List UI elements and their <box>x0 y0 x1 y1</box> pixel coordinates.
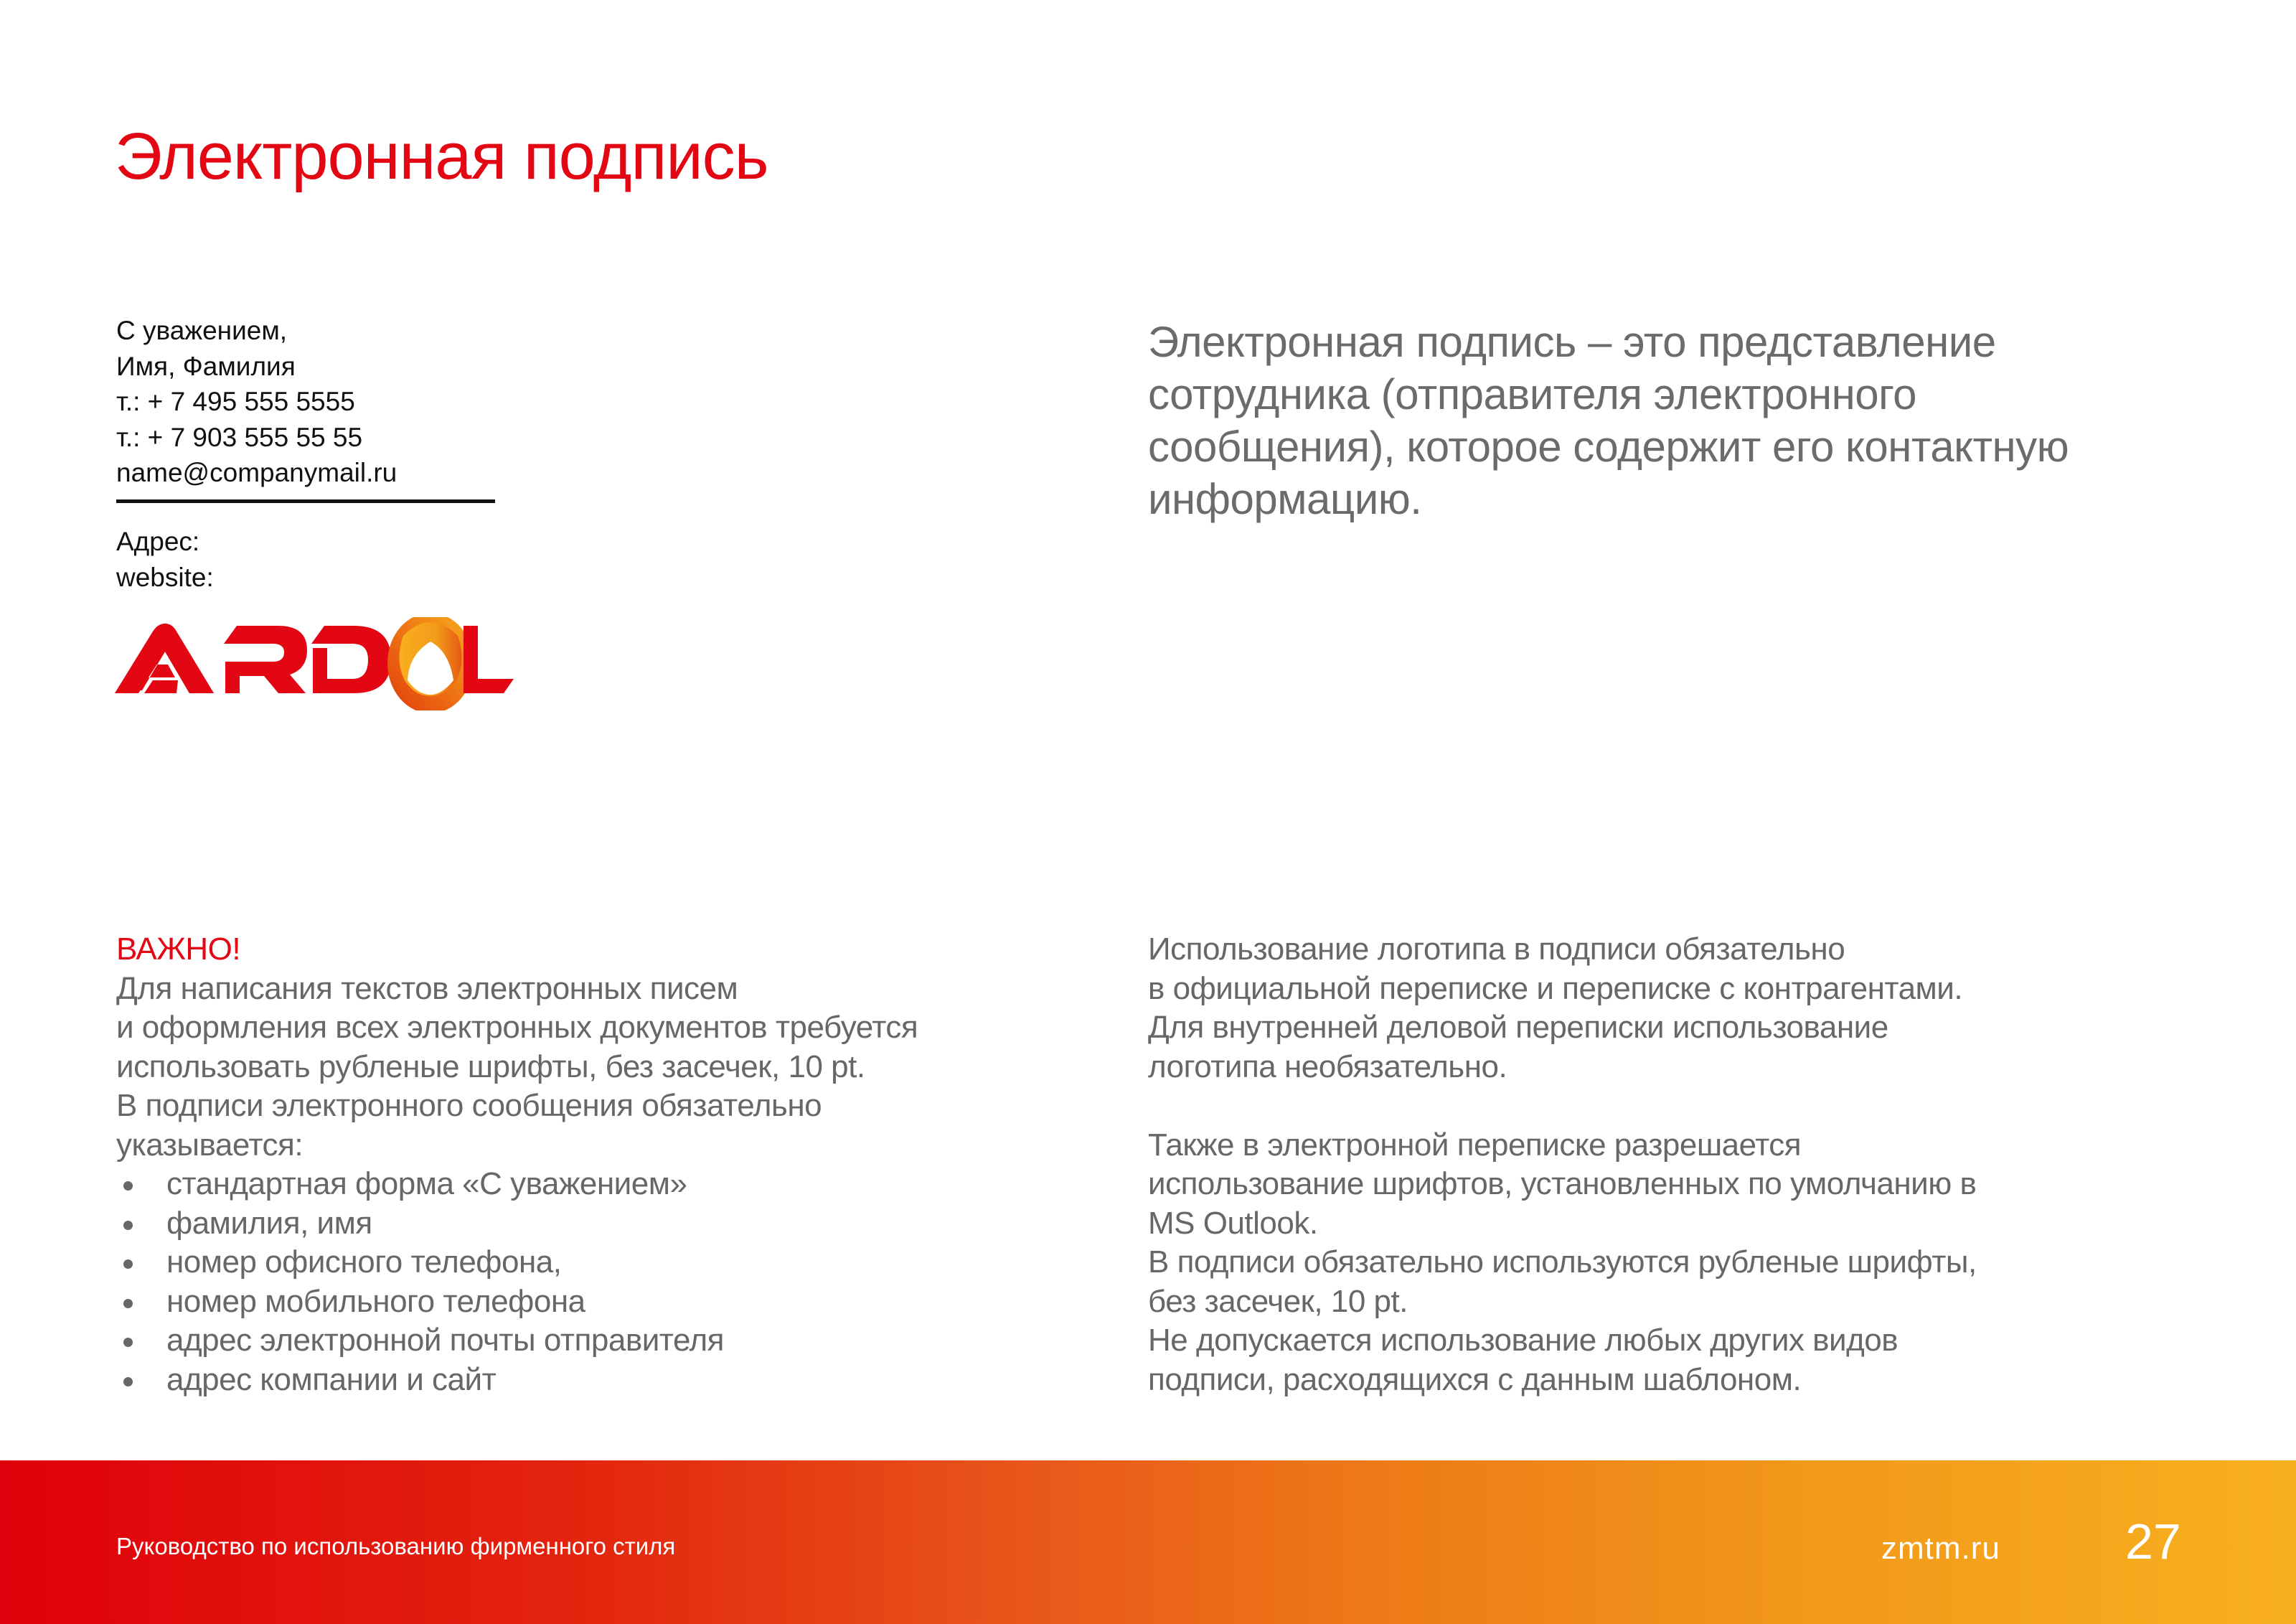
footer-guide-title: Руководство по использованию фирменного стиля <box>116 1533 676 1559</box>
signature-contacts <box>116 524 214 595</box>
important-line: и оформления всех электронных документов требуется <box>116 1010 918 1045</box>
bullet-icon <box>123 1338 133 1347</box>
rule-line: Также в электронной переписке разрешается <box>1148 1127 1802 1163</box>
rule-line: без засечек, 10 pt. <box>1148 1283 1408 1319</box>
intro-description: Электронная подпись – это представление сотрудника (отправителя электронного сообщения), которое содержит его контактную информацию. <box>1148 318 2069 523</box>
rule-line: Не допускается использование любых других видов <box>1148 1323 1899 1358</box>
list-item: адрес компании и сайт <box>116 1361 1063 1400</box>
paragraph-gap <box>1148 1086 2109 1126</box>
bullet-icon <box>123 1299 133 1308</box>
rule-line: В подписи обязательно используются рубленые шрифты, <box>1148 1244 1977 1280</box>
list-item: фамилия, имя <box>116 1204 1063 1244</box>
signature-address-label: Адрес: <box>116 527 200 556</box>
signature-phone-mobile: т.: + 7 903 555 55 55 <box>116 422 363 452</box>
required-items-list <box>116 1165 1063 1399</box>
rule-line: в официальной переписке и переписке с контрагентами. <box>1148 970 1963 1006</box>
bullet-icon <box>123 1377 133 1386</box>
signature-name: Имя, Фамилия <box>116 351 296 381</box>
signature-sample <box>116 313 397 491</box>
important-line: В подписи электронного сообщения обязательно <box>116 1088 822 1123</box>
rule-line: использование шрифтов, установленных по умолчанию в <box>1148 1166 1977 1201</box>
bullet-icon <box>123 1259 133 1269</box>
signature-website-label: website: <box>116 562 214 592</box>
rule-line: логотипа необязательно. <box>1148 1048 1507 1084</box>
rule-line: Использование логотипа в подписи обязательно <box>1148 931 1845 967</box>
page-number: 27 <box>2125 1513 2181 1569</box>
list-item: номер офисного телефона, <box>116 1243 1063 1282</box>
list-item: стандартная форма «С уважением» <box>116 1165 1063 1204</box>
important-line: указывается: <box>116 1127 304 1163</box>
important-notice <box>116 930 1063 1399</box>
important-line: использовать рубленые шрифты, без засечек, 10 pt. <box>116 1048 865 1084</box>
bullet-icon <box>123 1181 133 1191</box>
logo-usage-rules <box>1148 930 2109 1399</box>
bullet-icon <box>123 1221 133 1230</box>
rule-line: Для внутренней деловой переписки использование <box>1148 1010 1888 1045</box>
important-line: Для написания текстов электронных писем <box>116 970 738 1006</box>
important-heading: ВАЖНО! <box>116 931 241 967</box>
signature-greeting: С уважением, <box>116 316 288 345</box>
list-item: номер мобильного телефона <box>116 1282 1063 1322</box>
rule-line: MS Outlook. <box>1148 1205 1318 1241</box>
rule-line: подписи, расходящихся с данным шаблоном. <box>1148 1361 1802 1397</box>
footer-website: zmtm.ru <box>1881 1531 2000 1566</box>
signature-phone-office: т.: + 7 495 555 5555 <box>116 387 355 416</box>
signature-email: name@companymail.ru <box>116 458 397 487</box>
list-item: адрес электронной почты отправителя <box>116 1321 1063 1361</box>
signature-divider <box>116 499 495 503</box>
ardol-logo <box>113 617 515 710</box>
page-title: Электронная подпись <box>115 120 768 193</box>
